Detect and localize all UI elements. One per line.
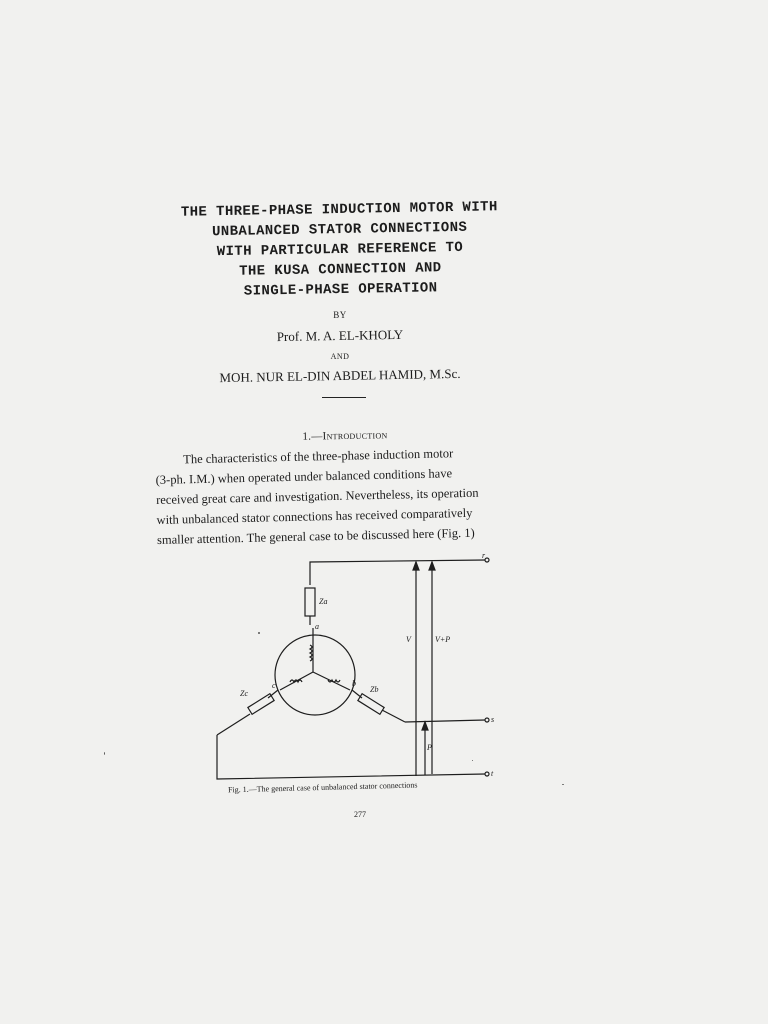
scan-speck — [472, 760, 473, 761]
label-za: Za — [319, 597, 328, 606]
paragraph-line-4: with unbalanced stator connections has received comparatively — [156, 505, 473, 527]
paper-title — [139, 197, 541, 304]
title-line-2: UNBALANCED STATOR CONNECTIONS — [211, 219, 468, 241]
line-b-to-s — [405, 720, 485, 722]
label-vp: V+P — [435, 635, 451, 644]
label-b: b — [352, 679, 356, 688]
circuit-diagram — [200, 550, 500, 785]
label-r: r — [482, 551, 486, 560]
and-label: AND — [330, 352, 350, 361]
title-line-1: THE THREE-PHASE INDUCTION MOTOR WITH — [180, 199, 498, 221]
line-c-to-t — [217, 735, 485, 779]
figure-caption: Fig. 1.—The general case of unbalanced stator connections — [227, 780, 418, 795]
label-p: P — [427, 743, 432, 752]
resistor-za — [305, 588, 315, 616]
paragraph-line-1: The characteristics of the three-phase induction motor — [183, 446, 454, 467]
by-label: BY — [333, 310, 347, 320]
resistor-zb — [358, 694, 384, 715]
section-heading: 1.—Introduction — [302, 429, 388, 443]
scan-speck — [562, 784, 564, 785]
label-c: c — [272, 681, 276, 690]
label-v: V — [406, 635, 411, 644]
line-a-to-r — [310, 560, 485, 585]
label-zc: Zc — [240, 689, 248, 698]
terminal-r — [485, 558, 489, 562]
paragraph-line-2: (3-ph. I.M.) when operated under balanced conditions have — [155, 466, 453, 487]
author-secondary: MOH. NUR EL-DIN ABDEL HAMID, M.Sc. — [219, 365, 461, 386]
label-a: a — [315, 622, 319, 631]
label-s: s — [491, 715, 495, 724]
paragraph-line-5: smaller attention. The general case to be discussed here (Fig. 1) — [156, 525, 475, 547]
scan-speck — [104, 752, 105, 755]
label-zb: Zb — [370, 685, 379, 694]
label-t: t — [491, 769, 494, 778]
title-divider — [322, 397, 366, 398]
terminal-t — [485, 772, 489, 776]
intro-paragraph — [155, 441, 542, 550]
title-line-4: THE KUSA CONNECTION AND — [239, 260, 442, 280]
page-number: 277 — [354, 810, 366, 819]
title-line-3: WITH PARTICULAR REFERENCE TO — [216, 239, 464, 261]
author-primary: Prof. M. A. EL-KHOLY — [276, 326, 404, 345]
terminal-s — [485, 718, 489, 722]
stator-circle — [275, 635, 355, 715]
paragraph-line-3: received great care and investigation. Nevertheless, its operation — [155, 485, 479, 507]
title-line-5: SINGLE-PHASE OPERATION — [243, 280, 438, 300]
winding-a — [310, 645, 312, 661]
scan-speck — [258, 632, 260, 634]
